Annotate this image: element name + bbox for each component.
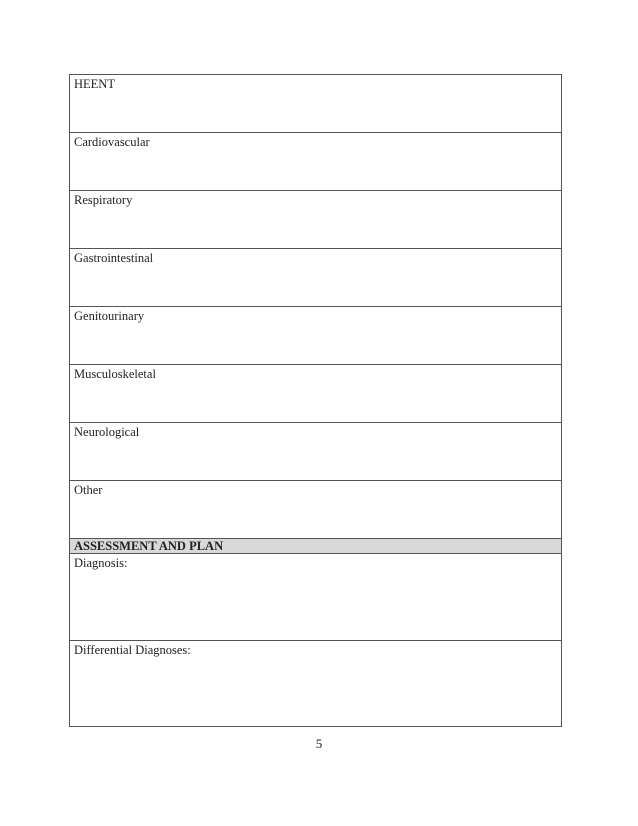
field-label: Cardiovascular xyxy=(74,135,150,149)
field-diagnosis[interactable] xyxy=(70,554,561,641)
field-musculoskeletal[interactable] xyxy=(70,365,561,423)
field-gastrointestinal[interactable] xyxy=(70,249,561,307)
field-label: Gastrointestinal xyxy=(74,251,154,265)
field-heent[interactable] xyxy=(70,75,561,133)
field-label: Genitourinary xyxy=(74,309,145,323)
section-title: ASSESSMENT AND PLAN xyxy=(74,539,224,553)
field-other[interactable] xyxy=(70,481,561,539)
field-label: Differential Diagnoses: xyxy=(74,643,191,657)
field-respiratory[interactable] xyxy=(70,191,561,249)
field-label: Other xyxy=(74,483,103,497)
field-label: Neurological xyxy=(74,425,140,439)
field-genitourinary[interactable] xyxy=(70,307,561,365)
field-neurological[interactable] xyxy=(70,423,561,481)
field-differential-diagnoses[interactable] xyxy=(70,641,561,726)
exam-form-table xyxy=(69,74,562,727)
field-label: Respiratory xyxy=(74,193,133,207)
field-cardiovascular[interactable] xyxy=(70,133,561,191)
page-number: 5 xyxy=(315,736,323,751)
field-label: HEENT xyxy=(74,77,115,91)
assessment-plan-header xyxy=(70,539,561,554)
field-label: Musculoskeletal xyxy=(74,367,156,381)
field-label: Diagnosis: xyxy=(74,556,128,570)
